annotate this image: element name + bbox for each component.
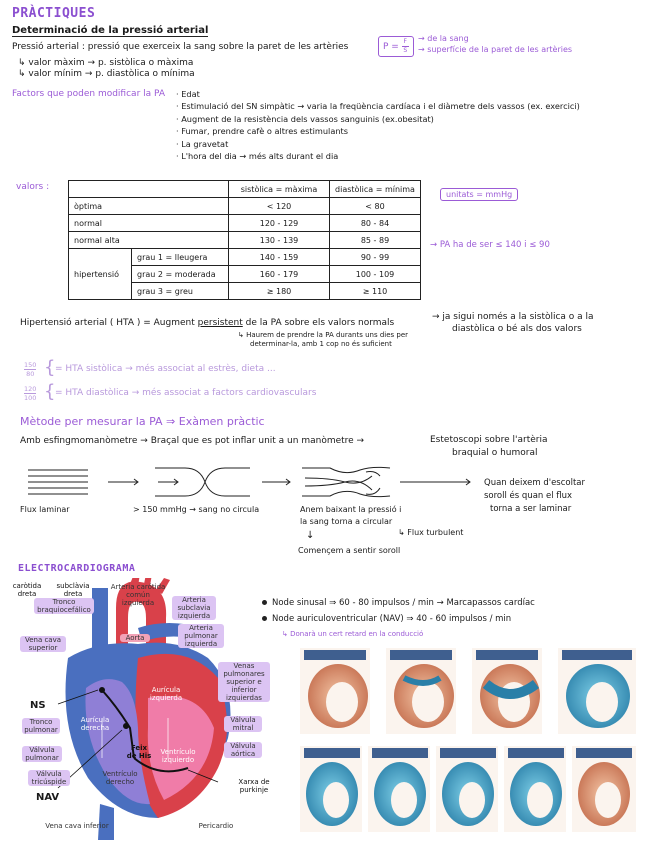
ns-node [99,687,105,693]
row-dia: 80 - 84 [330,215,421,232]
row-dia: 85 - 89 [330,232,421,249]
label-ventriculo-der: Ventrículo derecho [102,770,138,786]
hta-example-1-values [24,361,36,378]
label-vena-cava-sup: Vena cava superior [20,636,66,652]
laminar-flow-icon [28,470,88,494]
node-av-note: ↳ Donarà un cert retard en la conducció [282,630,424,638]
section-subtitle: Determinació de la pressió arterial [12,25,209,36]
method-line-a: Amb esfingmomanòmetre → Braçal que es pot inflar unit a un manòmetre → [20,436,365,446]
hta-example-2-values [24,385,36,402]
label-end-1: Quan deixem d'escoltar [484,478,586,488]
row-sys: ≥ 180 [229,283,330,300]
label-venas-pulm: Venas pulmonares superior e inferior izquierdas [218,662,270,702]
formula-box [378,36,414,57]
row-sys: < 120 [229,198,330,215]
factor-item: · Estimulació del SN simpàtic → varia la freqüència cardíaca i el diàmetre dels vassos (ex. exercici) [176,101,580,112]
label-ns: NS [30,700,46,711]
label-vena-cava-inf: Vena cava inferior [45,822,109,830]
factor-item: · Fumar, prendre cafè o altres estimulants [176,126,349,137]
label-auricula-izq: Aurícula izquierda [149,686,183,702]
label-feix-his: Feix de His [126,744,152,760]
units-box: unitats = mmHg [440,188,518,201]
label-nav: NAV [36,792,60,803]
row-dia: < 80 [330,198,421,215]
table-row [69,215,421,232]
ex1-bot: 80 [24,369,36,378]
label-ventriculo-izq: Ventrículo izquierdo [160,748,196,764]
method-line-b1: Estetoscopi sobre l'artèria [430,435,548,445]
brace-icon: { [44,381,56,402]
label-subclavia-izq: Arteria subclavia izquierda [172,596,216,620]
pa-min: ↳ valor mínim → p. diastòlica o mínima [18,69,195,79]
hta-def-a: Hipertensió arterial ( HTA ) = Augment [20,318,195,328]
formula-f-note: → de la sang [418,34,469,43]
bullet-icon [262,616,267,621]
label-valvula-pulm: Válvula pulmonar [22,746,62,762]
ex1-top: 150 [24,361,37,369]
pa-max: ↳ valor màxim → p. sistòlica o màxima [18,58,194,68]
conduction-sequence-figure [300,648,640,838]
ex2-bot: 100 [24,394,37,402]
row-grade: grau 1 = lleugera [132,249,229,266]
hta-footnote-2: determinar-la, amb 1 cop no és suficient [250,340,392,348]
factor-item: · Augment de la resistència dels vassos sanguinis (ex.obesitat) [176,113,434,124]
page-title: PRÀCTIQUES [12,6,96,21]
label-valvula-tric: Válvula tricúspide [28,770,70,786]
hta-def-persistent: persistent [197,318,243,328]
factor-item: · La gravetat [176,138,229,149]
formula-num: F [403,38,407,45]
row-dia: ≥ 110 [330,283,421,300]
label-laminar: Flux laminar [20,505,70,514]
node-av-text: Node auriculoventricular (NAV) ⇒ 40 - 60 impulsos / min [272,614,512,624]
hta-definition [20,318,394,328]
node-sinusal-text: Node sinusal ⇒ 60 - 80 impulsos / min → Marcapassos cardíac [272,598,535,608]
row-dia: 100 - 109 [330,266,421,283]
node-sinusal [262,598,535,608]
pa-max-text: valor màxim → p. sistòlica o màxima [28,58,194,68]
label-valvula-aortica: Válvula aórtica [224,742,262,758]
row-dia: 90 - 99 [330,249,421,266]
formula-fraction [402,38,409,55]
nav-node [123,723,129,729]
table-header-row [69,181,421,198]
row-sys: 160 - 179 [229,266,330,283]
turbulent-flow-icon [302,467,390,496]
row-category: òptima [69,198,229,215]
label-arteria-carotida: Arteria carótida común izquierda [110,583,166,607]
row-sys: 140 - 159 [229,249,330,266]
ecg-title: ELECTROCARDIOGRAMA [18,563,136,574]
label-pericardio: Pericardio [198,822,234,830]
conduction-row-2 [300,746,636,832]
label-aorta: Aorta [120,634,150,642]
occluded-artery-icon [155,468,250,496]
arrow-down-icon: ↓ [306,530,315,541]
label-end-2: soroll és quan el flux [484,491,573,501]
label-tronco-pulm: Tronco pulmonar [22,718,60,734]
node-av [262,614,511,624]
formula-den: S [403,47,408,54]
method-line-b2: braquial o humoral [452,448,538,458]
pa-min-text: valor mínim → p. diastòlica o mínima [28,69,195,79]
values-label: valors : [16,182,50,192]
label-turbulent: ↳ Flux turbulent [398,528,464,537]
row-sys: 130 - 139 [229,232,330,249]
factor-item: · L'hora del dia → més alts durant el dia [176,151,339,162]
hta-footnote-1: ↳ Haurem de prendre la PA durants uns dies per [238,331,409,339]
row-grade: grau 3 = greu [132,283,229,300]
label-auricula-der: Aurícula derecha [80,716,110,732]
vena-cava-superior [92,588,108,648]
label-carotida: caròtida dreta [12,582,42,598]
factors-list [176,88,580,162]
label-xarxa-purkinje: Xarxa de purkinje [238,778,270,794]
formula-s-note: → superfície de la paret de les artèries [418,45,573,54]
pa-values-table [68,180,421,300]
header-systolic: sistòlica = màxima [229,181,330,198]
label-lowering-1: Anem baixant la pressió i [300,505,402,514]
header-diastolic: diastòlica = mínima [330,181,421,198]
hta-example-2: = HTA diastòlica → més associat a factors cardiovasculars [55,388,317,398]
label-valvula-mitral: Válvula mitral [224,716,262,732]
row-category: normal alta [69,232,229,249]
factors-label: Factors que poden modificar la PA [12,89,166,99]
label-end-3: torna a ser laminar [490,504,572,514]
row-category: normal [69,215,229,232]
method-title: Mètode per mesurar la PA ⇒ Exàmen pràctic [20,415,265,428]
row-sys: 120 - 129 [229,215,330,232]
factor-item: · Edat [176,89,200,99]
label-tronco-braquio: Tronco braquiocefálico [34,598,94,614]
brace-icon: { [44,357,56,378]
hta-side-1: → ja sigui només a la sistòlica o a la [432,312,594,322]
table-row [69,232,421,249]
label-subclavia-dreta: subclàvia dreta [56,582,90,598]
hta-example-1: = HTA sistòlica → més associat al estrès, dieta ... [55,364,276,374]
row-grade: grau 2 = moderada [132,266,229,283]
pa-definition: Pressió arterial : pressió que exerceix la sang sobre la paret de les artèries [12,42,349,52]
table-row [69,198,421,215]
hyper-label: hipertensió [69,249,132,300]
label-lowering-2: la sang torna a circular [300,517,393,526]
bullet-icon [262,600,267,605]
pa-threshold-note: → PA ha de ser ≤ 140 i ≤ 90 [430,240,550,250]
label-pulmonar-izq: Arteria pulmonar izquierda [178,624,224,648]
hta-def-c: de la PA sobre els valors normals [245,318,395,328]
table-row [69,249,421,266]
ex2-top: 120 [24,385,37,393]
label-start-sound: Començem a sentir soroll [298,546,401,555]
conduction-row-1 [300,648,636,734]
label-occluded: > 150 mmHg → sang no circula [133,505,260,514]
formula-p: P = [383,42,399,52]
hta-side-2: diastòlica o bé als dos valors [452,324,582,334]
